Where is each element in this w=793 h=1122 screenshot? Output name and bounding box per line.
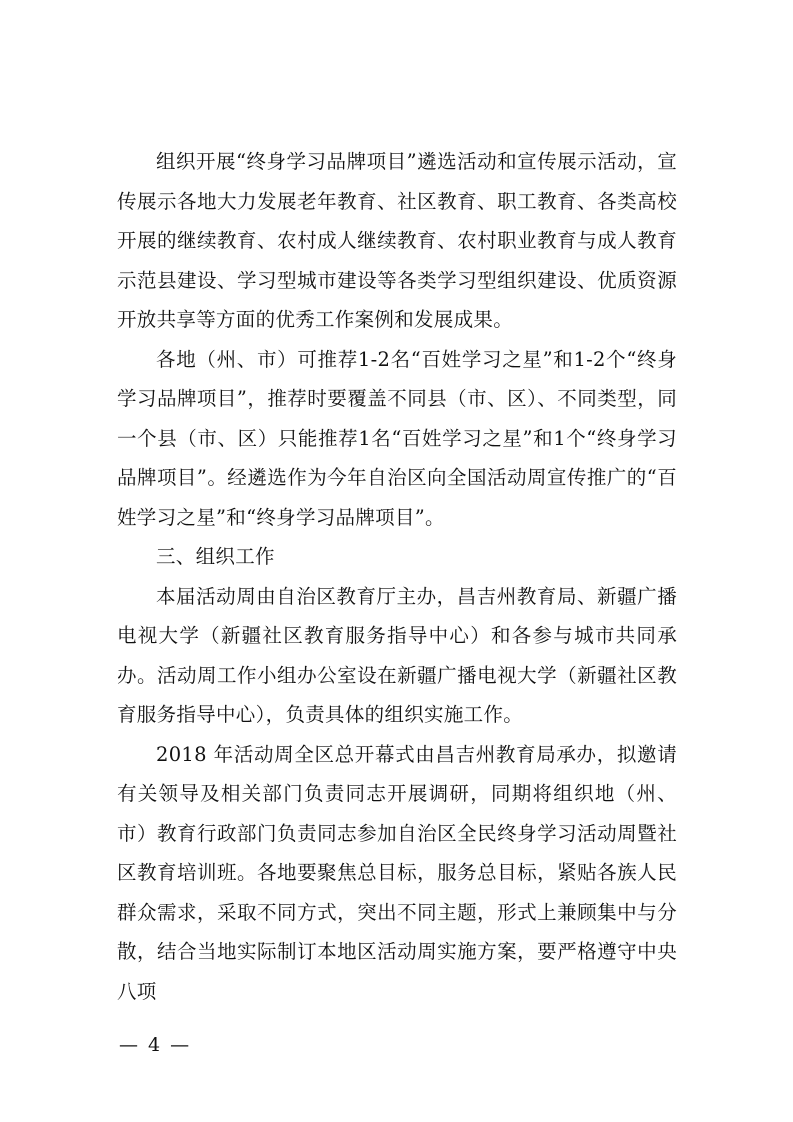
paragraph-recommendation-quota: 各地（州、市）可推荐1-2名“百姓学习之星”和1-2个“终身学习品牌项目”，推荐时要覆盖不同县（市、区）、不同类型，同一个县（市、区）只能推荐1名“百姓学习之星”和1个“终身学习品牌项目”。经遴选作为今年自治区向全国活动周宣传推广的“百姓学习之星”和“终身学习品牌项目”。 [117, 347, 677, 529]
paragraph-opening-ceremony: 2018 年活动周全区总开幕式由昌吉州教育局承办，拟邀请有关领导及相关部门负责同志开展调研，同期将组织地（州、市）教育行政部门负责同志参加自治区全民终身学习活动周暨社区教育培训班。各地要聚焦总目标，服务总目标，紧贴各族人民群众需求，采取不同方式，突出不同主题，形式上兼顾集中与分散，结合当地实际制订本地区活动周实施方案，要严格遵守中央八项 [117, 742, 677, 1003]
section-heading-organization: 三、组织工作 [156, 545, 275, 568]
page-number: — 4 — [119, 1034, 192, 1056]
paragraph-brand-project-promotion: 组织开展“终身学习品牌项目”遴选活动和宣传展示活动，宣传展示各地大力发展老年教育、社区教育、职工教育、各类高校开展的继续教育、农村成人继续教育、农村职业教育与成人教育示范县建设、学习型城市建设等各类学习型组织建设、优质资源开放共享等方面的优秀工作案例和发展成果。 [117, 150, 677, 331]
paragraph-organizers: 本届活动周由自治区教育厅主办，昌吉州教育局、新疆广播电视大学（新疆社区教育服务指导中心）和各参与城市共同承办。活动周工作小组办公室设在新疆广播电视大学（新疆社区教育服务指导中心），负责具体的组织实施工作。 [117, 584, 677, 726]
document-body [117, 142, 677, 1011]
